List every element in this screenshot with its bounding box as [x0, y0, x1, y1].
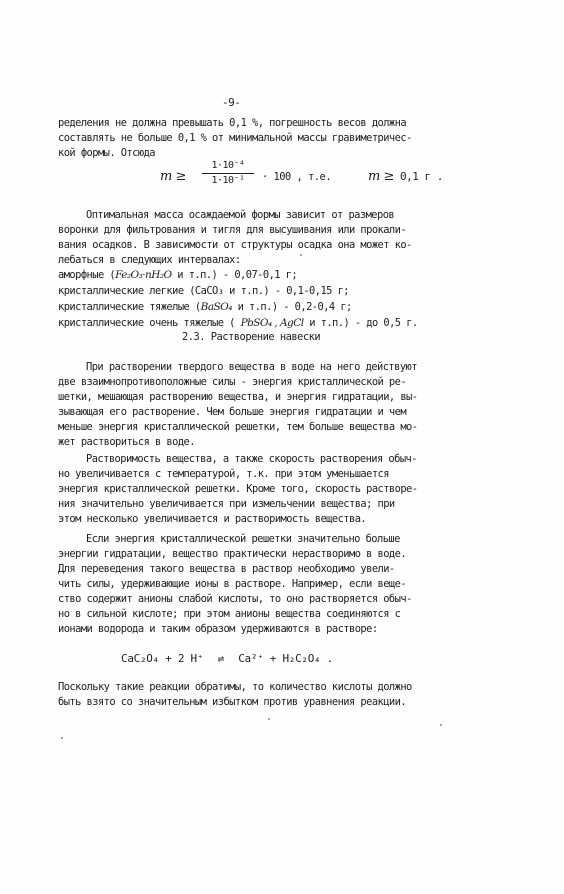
scan-speck: [300, 254, 302, 256]
formula-lhs: m ≥: [160, 169, 186, 184]
para5-line-1: Если энергия кристаллической решетки значительно больше: [86, 533, 400, 545]
para3-line-4: зывающая его растворение. Чем больше энергия гидратации и чем: [58, 406, 407, 418]
range-text: и т.п.) - 0,07-0,1 г;: [171, 269, 298, 281]
fraction-bar: [202, 173, 254, 174]
para4-line-4: ния значительно увеличивается при измельчении вещества; при: [58, 498, 395, 510]
para1-line-3: кой формы. Отсюда: [58, 147, 155, 159]
para2-line-4: лебаться в следующих интервалах:: [58, 254, 241, 266]
para4-line-1: Растворимость вещества, а также скорость растворения обыч-: [86, 453, 417, 465]
result-value: 0,1 г .: [399, 170, 443, 183]
range-text: кристаллические легкие (CaCO₃ и т.п.) - 0,1-0,15 г;: [58, 285, 349, 297]
reaction-right: Ca²⁺ + H₂C₂O₄ .: [238, 652, 334, 665]
fraction-numerator: 1·10⁻⁴: [211, 160, 245, 171]
scan-speck: [268, 718, 270, 720]
result-symbol: m ≥: [368, 169, 394, 184]
range-heavy: [58, 300, 352, 314]
range-text: и т.п.) - 0,2-0,4 г;: [231, 301, 352, 313]
para2-line-3: вания осадков. В зависимости от структуры осадка она может ко-: [58, 239, 412, 251]
para3-line-2: две взаимнопротивоположные силы - энергия кристаллической ре-: [58, 376, 407, 388]
range-amorphous: [58, 268, 297, 282]
para3-line-5: меньше энергия кристаллической решетки, тем больше вещества мо-: [58, 421, 418, 433]
reaction-left: CaC₂O₄ + 2 H⁺: [121, 652, 204, 665]
section-heading: 2.3. Растворение навески: [182, 331, 321, 343]
para5-line-5: ство содержит анионы слабой кислоты, то оно растворяется обыч-: [58, 593, 412, 605]
para3-line-3: шетки, мешающая растворению вещества, и энергия гидратации, вы-: [58, 391, 418, 403]
para3-line-6: жет раствориться в воде.: [58, 436, 195, 448]
range-text: и т.п.) - до 0,5 г.: [303, 317, 418, 329]
page-number: -9-: [222, 96, 241, 109]
range-very-heavy: [58, 316, 418, 330]
handwritten-formula: BaSO₄: [200, 301, 232, 313]
scan-speck: [440, 724, 442, 726]
range-text: кристаллические тяжелые (: [58, 301, 201, 313]
handwritten-formula: PbSO₄ , AgCl: [240, 317, 304, 329]
para6-line-1: Поскольку такие реакции обратимы, то количество кислоты должно: [58, 681, 412, 693]
formula-middle: · 100 , т.е.: [262, 171, 332, 183]
para1-line-2: составлять не больше 0,1 % от минимальной массы гравиметричес-: [58, 132, 412, 144]
mass-formula: [160, 160, 490, 190]
para4-line-5: этом несколько увеличивается и растворимость вещества.: [58, 513, 367, 525]
formula-result: [368, 169, 443, 184]
para4-line-2: но увеличивается с температурой, т.к. при этом уменьшается: [58, 468, 389, 480]
para5-line-7: ионами водорода и таким образом удерживаются в растворе:: [58, 623, 378, 635]
para5-line-3: Для переведения такого вещества в раствор необходимо увели-: [58, 563, 395, 575]
para6-line-2: быть взято со значительным избытком против уравнения реакции.: [58, 696, 407, 708]
equilibrium-arrow-icon: ⇌: [217, 652, 224, 665]
handwritten-formula: Fe₂O₃·nH₂O: [115, 269, 172, 281]
para2-line-1: Оптимальная масса осаждаемой формы зависит от размеров: [86, 209, 395, 221]
para1-line-1: ределения не должна превышать 0,1 %, погрешность весов должна: [58, 117, 407, 129]
para5-line-2: энергии гидратации, вещество практически нерастворимо в воде.: [58, 548, 407, 560]
scan-speck: [61, 737, 63, 739]
dissolution-reaction: [121, 652, 333, 665]
para5-line-4: чить силы, удерживающие ионы в растворе. Например, если веще-: [58, 578, 407, 590]
para4-line-3: энергия кристаллической решетки. Кроме того, скорость растворе-: [58, 483, 418, 495]
formula-fraction: [202, 160, 254, 187]
para5-line-6: но в сильной кислоте; при этом анионы вещества соединяются с: [58, 608, 401, 620]
range-text: кристаллические очень тяжелые (: [58, 317, 241, 329]
range-light: [58, 284, 349, 298]
range-text: аморфные (: [58, 269, 116, 281]
para3-line-1: При растворении твердого вещества в воде на него действуют: [86, 361, 417, 373]
fraction-denominator: 1·10⁻¹: [211, 175, 245, 186]
para2-line-2: воронки для фильтрования и тигля для высушивания или прокали-: [58, 224, 407, 236]
